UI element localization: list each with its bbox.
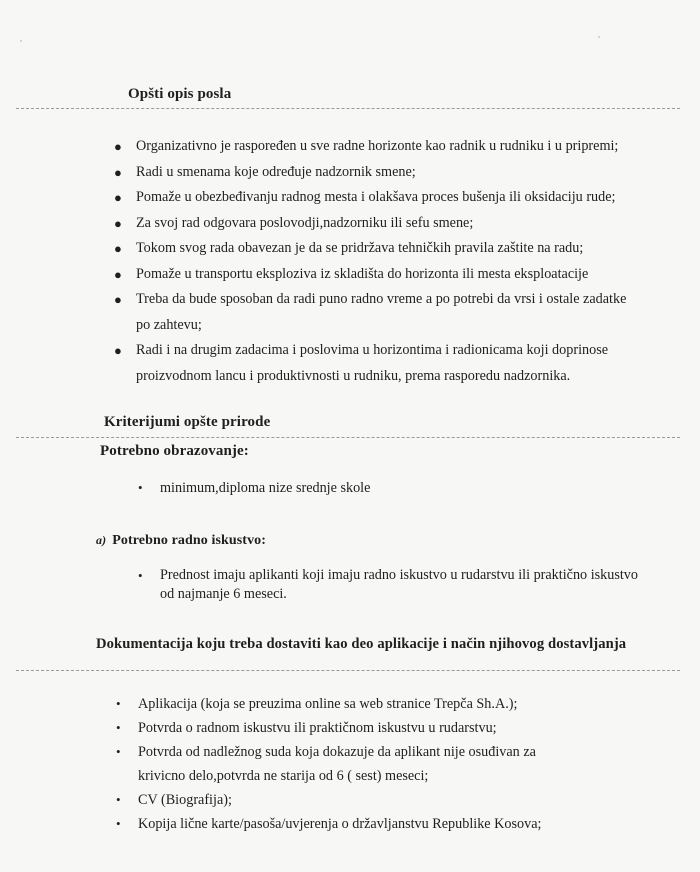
experience-list bbox=[138, 566, 644, 604]
list-item: ● Za svoj rad odgovara poslovodji,nadzorniku ili sefu smene; bbox=[114, 211, 634, 237]
experience-heading bbox=[96, 533, 266, 549]
bullet-icon: ● bbox=[114, 215, 122, 231]
section-title-documentation: Dokumentacija koju treba dostaviti kao deo aplikacije i način njihovog dostavljanja bbox=[96, 636, 627, 652]
divider bbox=[16, 437, 680, 438]
education-list bbox=[138, 476, 618, 500]
list-item: • CV (Biografija); bbox=[116, 788, 586, 812]
bullet-icon: ● bbox=[114, 292, 122, 307]
list-item: • Potvrda o radnom iskustvu ili praktičnom iskustvu u rudarstvu; bbox=[116, 716, 586, 740]
scan-speck bbox=[598, 36, 600, 38]
divider bbox=[16, 108, 680, 109]
section-title-job-description: Opšti opis posla bbox=[128, 86, 232, 102]
bullet-icon: ● bbox=[114, 266, 122, 282]
bullet-icon: • bbox=[116, 720, 121, 735]
bullet-icon: ● bbox=[114, 190, 122, 205]
list-item: ● Treba da bude sposoban da radi puno radno vreme a po potrebi da vrsi i ostale zadatke po zahtevu; bbox=[114, 287, 634, 338]
list-item: • Prednost imaju aplikanti koji imaju radno iskustvo u rudarstvu ili praktično iskustvo od najmanje 6 meseci. bbox=[138, 567, 638, 602]
bullet-icon: ● bbox=[114, 164, 122, 180]
documentation-list bbox=[116, 692, 586, 836]
bullet-icon: ● bbox=[114, 241, 122, 256]
list-item: ● Tokom svog rada obavezan je da se pridržava tehničkih pravila zaštite na radu; bbox=[114, 236, 634, 262]
bullet-icon: • bbox=[138, 480, 143, 495]
experience-title: Potrebno radno iskustvo: bbox=[112, 533, 267, 548]
list-item: ● Radi u smenama koje određuje nadzornik smene; bbox=[114, 160, 634, 186]
bullet-icon: • bbox=[116, 816, 121, 831]
bullet-icon: ● bbox=[114, 139, 122, 154]
bullet-icon: • bbox=[138, 568, 143, 583]
section-title-general-criteria: Kriterijumi opšte prirode bbox=[104, 414, 271, 430]
list-item: ● Pomaže u transportu eksploziva iz skladišta do horizonta ili mesta eksploatacije bbox=[114, 262, 634, 288]
list-item: • minimum,diploma nize srednje skole bbox=[138, 476, 618, 500]
list-item: • Aplikacija (koja se preuzima online sa web stranice Trepča Sh.A.); bbox=[116, 692, 586, 716]
bullet-icon: • bbox=[116, 696, 121, 711]
list-item: • Potvrda od nadležnog suda koja dokazuje da aplikant nije osuđivan za krivicno delo,potvrda ne starija od 6 ( sest) meseci; bbox=[116, 740, 586, 788]
list-item: • Kopija lične karte/pasoša/uvjerenja o državljanstvu Republike Kosova; bbox=[116, 812, 586, 836]
list-marker: a) bbox=[96, 533, 107, 547]
divider bbox=[16, 670, 680, 671]
job-duties-list bbox=[114, 134, 634, 389]
list-item: ● Pomaže u obezbeđivanju radnog mesta i olakšava proces bušenja ili oksidaciju rude; bbox=[114, 185, 634, 211]
bullet-icon: ● bbox=[114, 343, 122, 358]
list-item: ● Radi i na drugim zadacima i poslovima u horizontima i radionicama koji doprinose proizvodnom lancu i produktivnosti u rudniku, prema rasporedu nadzornika. bbox=[114, 338, 634, 389]
bullet-icon: • bbox=[116, 744, 121, 759]
list-item: ● Organizativno je raspoređen u sve radne horizonte kao radnik u rudniku i u pripremi; bbox=[114, 134, 634, 160]
bullet-icon: • bbox=[116, 792, 121, 807]
scan-speck bbox=[20, 40, 22, 42]
education-title: Potrebno obrazovanje: bbox=[100, 443, 249, 459]
